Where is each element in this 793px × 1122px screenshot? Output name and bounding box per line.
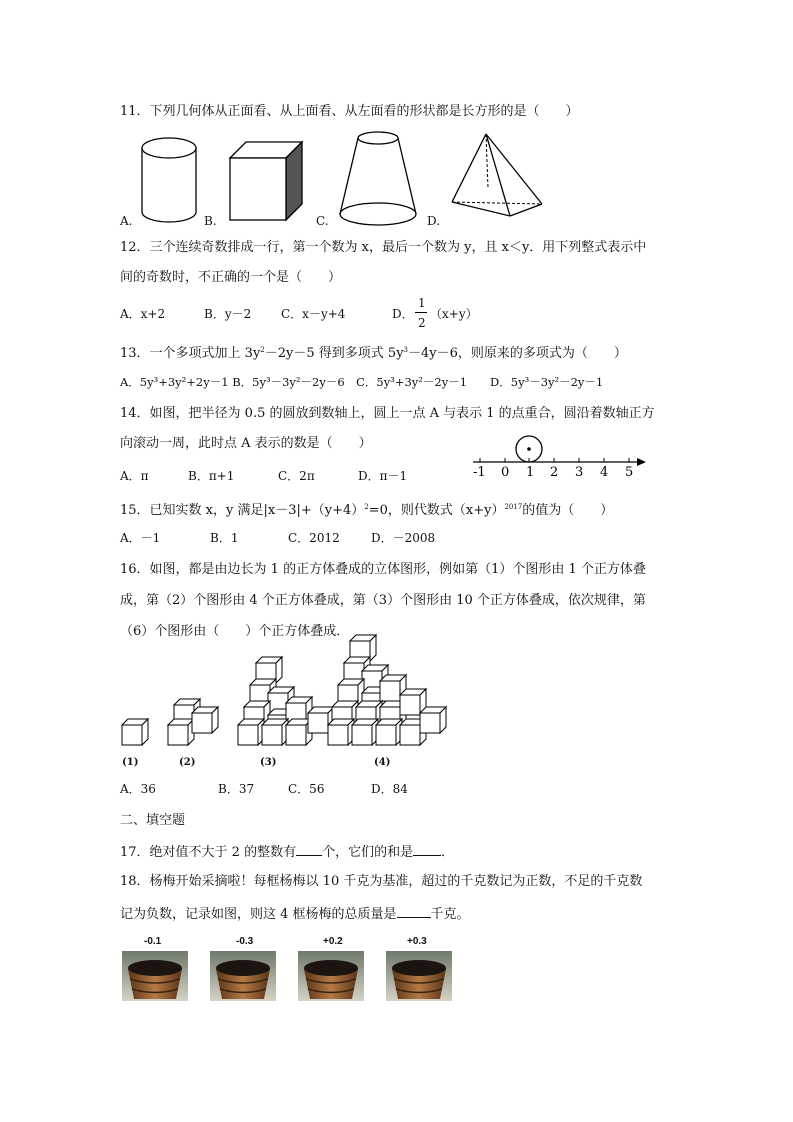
q18-stem-line1: 18．杨梅开始采摘啦！每框杨梅以 10 千克为基准，超过的千克数记为正数，不足的千克数 bbox=[120, 874, 643, 889]
unit-cube bbox=[262, 719, 288, 745]
q12-fraction-denominator: 2 bbox=[418, 316, 426, 330]
axis-tick-label: 5 bbox=[625, 465, 634, 480]
unit-cube bbox=[168, 719, 194, 745]
q16-option-c: C．56 bbox=[288, 782, 325, 796]
axis-tick-label: -1 bbox=[473, 465, 486, 480]
q14-option-c: C．2π bbox=[278, 469, 315, 483]
q12-option-c: C．x－y+4 bbox=[281, 307, 346, 321]
axis-tick-label: 0 bbox=[501, 465, 510, 480]
q15-option-b: B．1 bbox=[210, 531, 239, 545]
q13-options: A．5y³+3y²+2y－1 B．5y³－3y²－2y－6 C．5y³+3y²－2y－1 D．5y³－3y²－2y－1 bbox=[120, 375, 604, 389]
axis-tick-label: 1 bbox=[526, 465, 535, 480]
unit-cube bbox=[238, 719, 264, 745]
q14-option-d: D．π－1 bbox=[358, 469, 408, 483]
answer-blank[interactable] bbox=[413, 843, 441, 856]
fig-label-1: (1) bbox=[122, 757, 139, 768]
fig-label-3: (3) bbox=[260, 757, 277, 768]
q16-stem-line1: 16．如图，都是由边长为 1 的正方体叠成的立体图形，例如第（1）个图形由 1 个正方体叠 bbox=[120, 562, 646, 577]
basket-label-3: +0.2 bbox=[323, 936, 343, 947]
axis-tick-label: 2 bbox=[550, 465, 559, 480]
q11-label-b: B. bbox=[204, 214, 217, 228]
unit-cube bbox=[352, 719, 378, 745]
q17-stem: 17．绝对值不大于 2 的整数有 个，它们的和是 ． bbox=[120, 845, 455, 860]
q11-label-d: D. bbox=[427, 214, 441, 228]
basket-photo bbox=[122, 951, 188, 1001]
basket-label-4: +0.3 bbox=[407, 936, 427, 947]
fraction-bar bbox=[415, 312, 427, 313]
unit-cube bbox=[192, 707, 218, 733]
answer-blank[interactable] bbox=[296, 843, 322, 856]
basket-label-1: -0.1 bbox=[144, 936, 162, 947]
q11-label-c: C. bbox=[316, 214, 329, 228]
q16-option-d: D．84 bbox=[371, 782, 408, 796]
cylinder-figure bbox=[140, 136, 200, 226]
fig-label-2: (2) bbox=[179, 757, 196, 768]
q16-option-b: B．37 bbox=[218, 782, 255, 796]
q11-stem: 11．下列几何体从正面看、从上面看、从左面看的形状都是长方形的是（ ） bbox=[120, 104, 579, 119]
unit-cube bbox=[122, 719, 148, 745]
q16-option-a: A．36 bbox=[120, 782, 156, 796]
axis-tick-marks bbox=[480, 458, 629, 462]
q13-stem: 13．一个多项式加上 $3y^2-2y-5$ 得到多项式 $5y^3-4y-6$，则原来的多项式为（ ） bbox=[120, 346, 627, 361]
q14-option-a: A．π bbox=[120, 469, 149, 483]
unit-cube bbox=[420, 707, 446, 733]
pyramid-figure bbox=[448, 132, 548, 212]
q12-option-a: A．x+2 bbox=[120, 307, 166, 321]
q15-stem: 15．已知实数 x，y 满足$|x-3|+(y+4)^2=0$，则代数式$(x+y)^{2017}$的值为（ ） bbox=[120, 503, 614, 518]
frustum-figure bbox=[336, 130, 422, 230]
q16-stem-line3: （6）个图形由（ ）个正方体叠成． bbox=[120, 624, 350, 639]
q12-stem-line2: 间的奇数时，不正确的一个是（ ） bbox=[120, 270, 342, 285]
q16-stem-line2: 成，第（2）个图形由 4 个正方体叠成，第（3）个图形由 10 个正方体叠成，依次规律，第 bbox=[120, 593, 646, 608]
cube-figure bbox=[226, 138, 306, 218]
q15-option-d: D．－2008 bbox=[371, 531, 436, 545]
q12-option-b: B．y－2 bbox=[204, 307, 252, 321]
q15-option-c: C．2012 bbox=[288, 531, 340, 545]
q11-label-a: A. bbox=[120, 214, 133, 228]
axis-tick-label: 4 bbox=[600, 465, 609, 480]
q14-stem-line1: 14．如图，把半径为 0.5 的圆放到数轴上，圆上一点 A 与表示 1 的点重合，圆沿着数轴正方 bbox=[120, 406, 655, 421]
q12-fraction-numerator: 1 bbox=[418, 296, 426, 310]
q15-option-a: A．－1 bbox=[120, 531, 161, 545]
unit-cube bbox=[328, 719, 354, 745]
basket-label-2: -0.3 bbox=[236, 936, 254, 947]
q14-stem-line2: 向滚动一周，此时点 A 表示的数是（ ） bbox=[120, 436, 372, 451]
unit-cube bbox=[376, 719, 402, 745]
answer-blank[interactable] bbox=[397, 905, 431, 918]
basket-photo bbox=[386, 951, 452, 1001]
q12-option-d-suffix: （x+y） bbox=[430, 307, 478, 321]
basket-photo bbox=[210, 951, 276, 1001]
section-heading: 二、填空题 bbox=[120, 813, 186, 828]
axis-tick-label: 3 bbox=[575, 465, 584, 480]
stacked-cubes-figure bbox=[110, 645, 450, 755]
q12-option-d-prefix: D． bbox=[392, 307, 414, 321]
q18-stem-line2: 记为负数，记录如图，则这 4 框杨梅的总质量是 千克。 bbox=[120, 907, 470, 922]
q14-option-b: B．π+1 bbox=[188, 469, 235, 483]
q12-stem-line1: 12．三个连续奇数排成一行，第一个数为 x，最后一个数为 y，且 x＜y．用下列整式表示中 bbox=[120, 240, 647, 255]
number-line-figure bbox=[470, 430, 650, 480]
fig-label-4: (4) bbox=[374, 757, 391, 768]
basket-photo bbox=[298, 951, 364, 1001]
